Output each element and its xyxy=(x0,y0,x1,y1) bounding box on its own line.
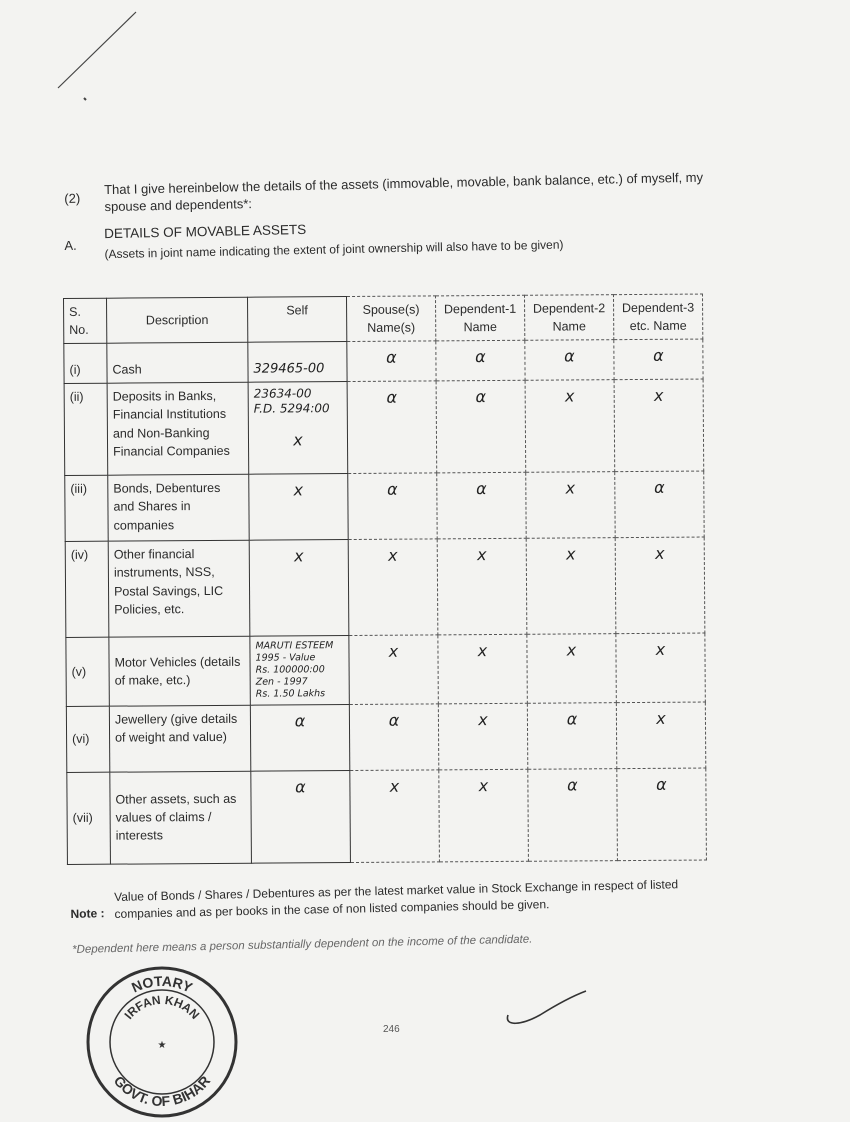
row-sno: (ii) xyxy=(64,383,108,475)
dependent-1-value: α xyxy=(436,381,526,474)
notary-stamp xyxy=(82,962,242,1122)
dependent-3-value: x xyxy=(616,633,705,702)
dependent-3-value: α xyxy=(617,768,707,861)
self-value xyxy=(250,636,349,705)
handwritten-mark: x xyxy=(293,430,303,450)
dependent-1-value: α xyxy=(437,473,526,540)
header-spouse: Spouse(s) Name(s) xyxy=(346,296,435,342)
vehicle-line: Rs. 100000:00 xyxy=(255,664,325,676)
self-value xyxy=(248,342,347,383)
dependent-2-value: x xyxy=(526,538,616,635)
spouse-value: x xyxy=(349,635,438,704)
intro-text: That I give hereinbelow the details of the assets (immovable, movable, bank balance, etc.) of myself, my spouse and dependents*: xyxy=(103,169,704,215)
dependent-2-value: x xyxy=(526,472,615,539)
row-sno: (v) xyxy=(66,637,109,706)
stamp-top-text: NOTARY xyxy=(129,972,195,996)
section-heading: DETAILS OF MOVABLE ASSETS xyxy=(104,221,307,242)
dependent-3-value: α xyxy=(615,471,704,538)
dependent-1-value: x xyxy=(439,769,529,862)
header-dependent-1: Dependent-1 Name xyxy=(435,295,524,341)
intro-number: (2) xyxy=(64,190,81,206)
table-header-row xyxy=(64,294,703,344)
stamp-bottom-text: GOVT. OF BIHAR xyxy=(110,1072,214,1110)
spouse-value: α xyxy=(347,381,437,474)
self-value: x xyxy=(249,540,349,637)
header-self: Self xyxy=(247,297,346,343)
dependent-3-value: x xyxy=(615,537,705,634)
row-description: Bonds, Debentures and Shares in companies xyxy=(108,474,249,541)
vehicle-line: Rs. 1.50 Lakhs xyxy=(255,687,326,700)
table-row xyxy=(67,768,707,864)
dependent-1-value: x xyxy=(437,539,527,636)
spouse-value: α xyxy=(348,473,437,540)
dependent-3-value: x xyxy=(616,702,705,769)
table-row xyxy=(66,702,705,772)
stamp-name: IRFAN KHAN xyxy=(121,992,203,1022)
dependent-2-value: α xyxy=(528,768,618,861)
table-row xyxy=(66,633,705,706)
self-value: α xyxy=(250,704,349,771)
pen-mark xyxy=(40,10,140,110)
row-description: Jewellery (give details of weight and value) xyxy=(109,705,250,772)
table-row xyxy=(65,537,705,637)
self-value: x xyxy=(249,474,348,541)
signature xyxy=(500,985,590,1030)
intro-paragraph xyxy=(64,169,725,217)
dependent-3-value: x xyxy=(614,379,704,472)
spouse-value: α xyxy=(347,341,436,382)
dependent-1-value: α xyxy=(436,341,525,382)
self-value xyxy=(248,382,348,475)
row-sno: (vi) xyxy=(66,706,109,772)
header-dependent-3: Dependent-3 etc. Name xyxy=(613,294,702,340)
dependent-1-value: x xyxy=(438,703,527,770)
page-number: 246 xyxy=(383,1024,400,1035)
header-sno: S. No. xyxy=(64,298,107,344)
dependent-2-value: x xyxy=(527,634,616,703)
movable-assets-table xyxy=(63,294,707,865)
header-description: Description xyxy=(107,297,248,343)
note-block xyxy=(70,875,711,924)
cash-amount: 329465-00 xyxy=(253,361,325,377)
row-description: Other financial instruments, NSS, Postal Savings, LIC Policies, etc. xyxy=(108,540,250,637)
row-sno: (iv) xyxy=(65,541,109,637)
spouse-value: x xyxy=(350,770,440,863)
table-row xyxy=(64,339,703,383)
vehicle-line: 1995 - Value xyxy=(255,652,316,664)
row-description: Other assets, such as values of claims / interests xyxy=(110,771,252,864)
row-description: Motor Vehicles (details of make, etc.) xyxy=(109,636,250,705)
vehicle-line: MARUTI ESTEEM xyxy=(255,640,334,652)
dependent-3-value: α xyxy=(614,339,703,380)
dependent-2-value: α xyxy=(527,702,616,769)
table-row xyxy=(65,471,704,541)
row-description: Deposits in Banks, Financial Institutions and Non-Banking Financial Companies xyxy=(107,382,249,475)
row-sno: (iii) xyxy=(65,475,108,541)
dependent-2-value: x xyxy=(525,380,615,473)
header-dependent-2: Dependent-2 Name xyxy=(524,295,613,341)
table-row xyxy=(64,379,704,475)
fixed-deposit-amount: F.D. 5294:00 xyxy=(253,401,330,416)
dependent-footnote: *Dependent here means a person substantially dependent on the income of the candidate. xyxy=(72,933,533,956)
note-label: Note : xyxy=(70,906,105,921)
section-subheading: (Assets in joint name indicating the extent of joint ownership will also have to be given) xyxy=(104,237,564,261)
deposit-amount: 23634-00 xyxy=(253,386,312,401)
section-letter: A. xyxy=(64,237,77,253)
vehicle-line: Zen - 1997 xyxy=(255,676,308,688)
dependent-1-value: x xyxy=(438,635,527,704)
row-description: Cash xyxy=(107,342,248,383)
row-sno: (i) xyxy=(64,343,107,383)
row-sno: (vii) xyxy=(67,772,111,864)
dependent-2-value: α xyxy=(525,340,614,381)
section-header xyxy=(64,212,725,263)
note-text: Value of Bonds / Shares / Debentures as per the latest market value in Stock Exchange in respect of listed companies and as per books in the case of non listed companies should be given. xyxy=(114,877,679,922)
spouse-value: x xyxy=(348,539,438,636)
svg-text:★: ★ xyxy=(157,1040,167,1051)
self-value: α xyxy=(251,770,351,863)
spouse-value: α xyxy=(349,704,438,771)
